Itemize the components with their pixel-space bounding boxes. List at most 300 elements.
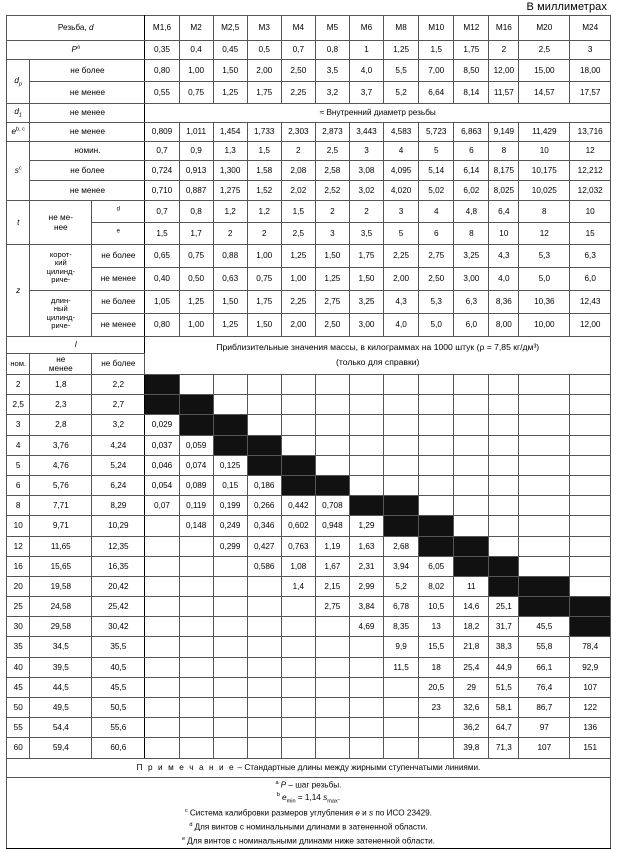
length-min: 59,4	[30, 738, 92, 758]
z-long-min-value: 10,00	[519, 314, 570, 337]
footnote-row	[7, 777, 611, 792]
e-min-value: 5,723	[419, 123, 454, 142]
mass-value	[179, 536, 213, 556]
t-d-value: 8	[519, 201, 570, 223]
mass-value	[349, 475, 383, 495]
mass-value	[570, 496, 611, 516]
mass-value	[315, 375, 349, 395]
mass-value	[179, 657, 213, 677]
t-label-cell: t	[7, 201, 30, 245]
mass-value	[570, 556, 611, 576]
pitch-row	[7, 41, 611, 60]
length-max: 60,6	[92, 738, 145, 758]
pitch-value: 1,5	[419, 41, 454, 60]
shaded-cell	[454, 536, 489, 556]
s-max-value: 2,08	[281, 161, 315, 181]
mass-value	[315, 738, 349, 758]
column-header-M3: M3	[247, 16, 281, 41]
mass-value	[145, 677, 179, 697]
pitch-label-cell: $P^a$	[7, 41, 145, 60]
s-nominal-value: 4	[384, 142, 419, 161]
mass-value	[247, 597, 281, 617]
s-min-value: 8,025	[489, 181, 519, 201]
shaded-cell	[213, 415, 247, 435]
z-long-max-value: 1,05	[145, 291, 179, 314]
pitch-value: 2,5	[519, 41, 570, 60]
dp-max-value: 18,00	[570, 60, 611, 82]
e-min-label: не менее	[30, 123, 145, 142]
mass-value	[349, 395, 383, 415]
t-e-row	[7, 223, 611, 245]
mass-value	[489, 536, 519, 556]
mass-value: 0,299	[213, 536, 247, 556]
t-sub-e-label: e	[92, 223, 145, 245]
mass-value	[454, 415, 489, 435]
length-nominal: 45	[7, 677, 30, 697]
length-max: 10,29	[92, 516, 145, 536]
s-nominal-value: 0,7	[145, 142, 179, 161]
length-min: 2,8	[30, 415, 92, 435]
pitch-value: 1	[349, 41, 383, 60]
mass-value	[179, 738, 213, 758]
pitch-value: 2	[489, 41, 519, 60]
mass-value: 151	[570, 738, 611, 758]
l-max-header: не более	[92, 354, 145, 375]
mass-value	[145, 576, 179, 596]
z-short-max-value: 0,88	[213, 245, 247, 268]
e-min-value: 1,454	[213, 123, 247, 142]
mass-value	[281, 435, 315, 455]
length-min: 19,58	[30, 576, 92, 596]
mass-value: 44,9	[489, 657, 519, 677]
mass-value	[384, 435, 419, 455]
s-min-value: 2,02	[281, 181, 315, 201]
t-d-value: 0,7	[145, 201, 179, 223]
shaded-cell	[519, 576, 570, 596]
table-row	[7, 536, 611, 556]
column-header-M16: M16	[489, 16, 519, 41]
s-min-value: 5,02	[419, 181, 454, 201]
z-short-min-value: 0,50	[179, 268, 213, 291]
length-nominal: 25	[7, 597, 30, 617]
z-short-max-value: 1,00	[247, 245, 281, 268]
length-nominal: 30	[7, 617, 30, 637]
column-header-M4: M4	[281, 16, 315, 41]
t-e-value: 2,5	[281, 223, 315, 245]
z-short-max-value: 0,65	[145, 245, 179, 268]
mass-value: 6,78	[384, 597, 419, 617]
column-header-M2: M2	[179, 16, 213, 41]
s-max-value: 6,14	[454, 161, 489, 181]
dp-min-value: 1,75	[247, 82, 281, 104]
mass-value: 64,7	[489, 718, 519, 738]
mass-value	[519, 375, 570, 395]
mass-value: 0,266	[247, 496, 281, 516]
length-nominal: 2,5	[7, 395, 30, 415]
shaded-cell	[570, 617, 611, 637]
mass-value	[281, 375, 315, 395]
mass-value: 0,15	[213, 475, 247, 495]
mass-section-header	[145, 337, 611, 375]
footnote-text: P – шаг резьбы.	[280, 780, 342, 790]
units-caption: В миллиметрах	[526, 1, 607, 13]
z-short-min-value: 4,0	[489, 268, 519, 291]
t-d-value: 1,2	[247, 201, 281, 223]
mass-value: 1,63	[349, 536, 383, 556]
dp-max-value: 2,50	[281, 60, 315, 82]
shaded-cell	[570, 597, 611, 617]
mass-value: 15,5	[419, 637, 454, 657]
length-max: 55,6	[92, 718, 145, 738]
mass-value	[179, 597, 213, 617]
mass-value	[454, 516, 489, 536]
z-short-min-value: 5,0	[519, 268, 570, 291]
e-min-value: 11,429	[519, 123, 570, 142]
mass-value: 122	[570, 698, 611, 718]
dp-min-value: 8,14	[454, 82, 489, 104]
mass-value	[145, 617, 179, 637]
mass-value	[213, 617, 247, 637]
dp-max-value: 0,80	[145, 60, 179, 82]
mass-value	[247, 415, 281, 435]
footnote-marker: e	[182, 835, 186, 842]
z-long-max-value: 1,25	[179, 291, 213, 314]
t-d-value: 1,5	[281, 201, 315, 223]
t-e-value: 6	[419, 223, 454, 245]
t-e-value: 1,7	[179, 223, 213, 245]
mass-value: 0,199	[213, 496, 247, 516]
z-long-min-value: 1,25	[213, 314, 247, 337]
mass-value	[281, 617, 315, 637]
mass-value	[315, 637, 349, 657]
s-nominal-value: 8	[489, 142, 519, 161]
mass-value: 23	[419, 698, 454, 718]
z-long-max-value: 2,75	[315, 291, 349, 314]
shaded-cell	[179, 415, 213, 435]
mass-value	[349, 455, 383, 475]
footnote-text: $e_{min} = 1,14$ $s_{max}$.	[282, 792, 341, 805]
dp-max-label: не более	[30, 60, 145, 82]
dp-max-value: 3,5	[315, 60, 349, 82]
shaded-cell	[145, 375, 179, 395]
mass-value: 0,442	[281, 496, 315, 516]
length-max: 45,5	[92, 677, 145, 697]
mass-value	[349, 415, 383, 435]
length-max: 40,5	[92, 657, 145, 677]
z-long-min-value: 3,00	[349, 314, 383, 337]
length-max: 3,2	[92, 415, 145, 435]
column-header-M6: M6	[349, 16, 383, 41]
z-short-min-value: 0,75	[247, 268, 281, 291]
footnote-marker: b	[276, 792, 281, 799]
mass-value	[454, 496, 489, 516]
t-d-value: 1,2	[213, 201, 247, 223]
shaded-cell	[315, 475, 349, 495]
length-max: 8,29	[92, 496, 145, 516]
t-d-value: 4	[419, 201, 454, 223]
pitch-value: 1,75	[454, 41, 489, 60]
mass-value	[349, 718, 383, 738]
footnote-text: Система калибровки размеров углубления e и s по ИСО 23429.	[189, 808, 432, 818]
mass-value	[349, 435, 383, 455]
e-min-value: 9,149	[489, 123, 519, 142]
length-max: 30,42	[92, 617, 145, 637]
mass-value	[179, 576, 213, 596]
mass-value: 11	[454, 576, 489, 596]
length-max: 4,24	[92, 435, 145, 455]
length-max: 12,35	[92, 536, 145, 556]
length-nominal: 40	[7, 657, 30, 677]
t-e-value: 3	[315, 223, 349, 245]
mass-value	[454, 395, 489, 415]
mass-value	[145, 637, 179, 657]
mass-value: 25,1	[489, 597, 519, 617]
mass-value	[519, 415, 570, 435]
pitch-value: 0,7	[281, 41, 315, 60]
mass-value	[570, 516, 611, 536]
table-note	[7, 758, 611, 777]
s-max-value: 8,175	[489, 161, 519, 181]
mass-value	[384, 677, 419, 697]
mass-value: 136	[570, 718, 611, 738]
dp-max-value: 1,50	[213, 60, 247, 82]
length-min: 24,58	[30, 597, 92, 617]
column-header-M5: M5	[315, 16, 349, 41]
z-long-min-value: 5,0	[419, 314, 454, 337]
z-short-max-value: 6,3	[570, 245, 611, 268]
mass-value	[384, 698, 419, 718]
footnote-row	[7, 792, 611, 806]
z-short-min-value: 0,63	[213, 268, 247, 291]
mass-value	[519, 395, 570, 415]
s-min-value: 3,02	[349, 181, 383, 201]
s-nominal-value: 0,9	[179, 142, 213, 161]
mass-value	[247, 738, 281, 758]
shaded-cell	[489, 576, 519, 596]
z-short-min-value: 1,50	[349, 268, 383, 291]
mass-value	[349, 657, 383, 677]
mass-value	[145, 516, 179, 536]
z-short-max-value: 4,3	[489, 245, 519, 268]
mass-value	[247, 576, 281, 596]
mass-value: 32,6	[454, 698, 489, 718]
z-long-label: длин- ный цилинд- риче-	[30, 291, 92, 337]
mass-value	[570, 395, 611, 415]
mass-value: 10,5	[419, 597, 454, 617]
mass-value: 0,249	[213, 516, 247, 536]
mass-value	[213, 395, 247, 415]
t-e-value: 5	[384, 223, 419, 245]
mass-value	[419, 455, 454, 475]
mass-value: 0,054	[145, 475, 179, 495]
mass-value	[349, 698, 383, 718]
z-short-max-label: не более	[92, 245, 145, 268]
mass-value: 0,089	[179, 475, 213, 495]
e-min-value: 1,011	[179, 123, 213, 142]
length-nominal: 12	[7, 536, 30, 556]
mass-value: 0,119	[179, 496, 213, 516]
mass-value	[519, 475, 570, 495]
dp-min-value: 3,7	[349, 82, 383, 104]
s-nominal-value: 5	[419, 142, 454, 161]
mass-value	[519, 455, 570, 475]
mass-subtitle: (только для справки)	[336, 357, 420, 367]
pitch-value: 0,35	[145, 41, 179, 60]
length-min: 2,3	[30, 395, 92, 415]
s-min-value: 10,025	[519, 181, 570, 201]
dp-max-value: 4,0	[349, 60, 383, 82]
e-min-value: 0,809	[145, 123, 179, 142]
pitch-value: 0,4	[179, 41, 213, 60]
e-row	[7, 123, 611, 142]
mass-value	[247, 657, 281, 677]
t-e-value: 10	[489, 223, 519, 245]
mass-value	[179, 698, 213, 718]
mass-value	[179, 637, 213, 657]
z-short-min-value: 6,0	[570, 268, 611, 291]
length-min: 15,65	[30, 556, 92, 576]
length-nominal: 60	[7, 738, 30, 758]
mass-value: 0,708	[315, 496, 349, 516]
length-nominal: 35	[7, 637, 30, 657]
z-long-max-value: 1,50	[213, 291, 247, 314]
dp-min-value: 17,57	[570, 82, 611, 104]
length-min: 7,71	[30, 496, 92, 516]
z-long-max-value: 1,75	[247, 291, 281, 314]
l-nominal-header: ном.	[7, 354, 30, 375]
mass-value: 0,029	[145, 415, 179, 435]
z-short-min-value: 0,40	[145, 268, 179, 291]
table-row	[7, 637, 611, 657]
mass-value	[570, 536, 611, 556]
mass-value	[247, 698, 281, 718]
l-header-row	[7, 337, 611, 354]
mass-value: 45,5	[519, 617, 570, 637]
mass-value: 8,35	[384, 617, 419, 637]
footnote-text: Для винтов с номинальными длинами в затененной области.	[194, 822, 428, 832]
mass-value	[454, 435, 489, 455]
z-long-min-value: 8,00	[489, 314, 519, 337]
t-d-value: 10	[570, 201, 611, 223]
s-max-value: 2,58	[315, 161, 349, 181]
mass-value	[489, 475, 519, 495]
dp-max-value: 5,5	[384, 60, 419, 82]
mass-value	[384, 738, 419, 758]
table-row	[7, 617, 611, 637]
mass-value	[247, 395, 281, 415]
e-min-value: 1,733	[247, 123, 281, 142]
length-nominal: 5	[7, 455, 30, 475]
mass-value	[315, 617, 349, 637]
mass-value	[384, 415, 419, 435]
footnote-marker: d	[189, 821, 193, 828]
table-row	[7, 576, 611, 596]
dp-max-row	[7, 60, 611, 82]
z-short-max-value: 1,50	[315, 245, 349, 268]
mass-value: 2,75	[315, 597, 349, 617]
note-text: – Стандартные длины между жирными ступенчатыми линиями.	[237, 762, 481, 772]
shaded-cell	[419, 536, 454, 556]
length-min: 44,5	[30, 677, 92, 697]
shaded-cell	[489, 556, 519, 576]
mass-value	[570, 415, 611, 435]
pitch-value: 0,45	[213, 41, 247, 60]
table-row	[7, 657, 611, 677]
mass-value	[179, 556, 213, 576]
length-min: 3,76	[30, 435, 92, 455]
dp-min-value: 0,75	[179, 82, 213, 104]
mass-value	[213, 718, 247, 738]
shaded-cell	[519, 597, 570, 617]
mass-value	[419, 375, 454, 395]
z-short-min-value: 1,00	[281, 268, 315, 291]
mass-value: 2,68	[384, 536, 419, 556]
dp-min-value: 5,2	[384, 82, 419, 104]
s-nominal-value: 1,5	[247, 142, 281, 161]
footnote-row	[7, 806, 611, 820]
z-long-max-value: 10,36	[519, 291, 570, 314]
z-short-min-value: 2,00	[384, 268, 419, 291]
t-d-value: 4,8	[454, 201, 489, 223]
dp-min-value: 14,57	[519, 82, 570, 104]
table-row	[7, 677, 611, 697]
mass-value	[315, 718, 349, 738]
mass-value: 0,059	[179, 435, 213, 455]
mass-value: 0,037	[145, 435, 179, 455]
dp-max-value: 1,00	[179, 60, 213, 82]
e-label-cell: $e^{b, c}$	[7, 123, 30, 142]
mass-value	[419, 718, 454, 738]
mass-value	[315, 455, 349, 475]
mass-value: 14,6	[454, 597, 489, 617]
column-header-M16: M1,6	[145, 16, 179, 41]
footnote-b	[7, 792, 611, 806]
t-e-value: 15	[570, 223, 611, 245]
mass-value: 3,94	[384, 556, 419, 576]
mass-value	[247, 637, 281, 657]
pitch-value: 3	[570, 41, 611, 60]
mass-value: 1,29	[349, 516, 383, 536]
s-label-cell: $s^c$	[7, 142, 30, 201]
s-nominal-value: 3	[349, 142, 383, 161]
s-nom-row	[7, 142, 611, 161]
mass-value	[419, 395, 454, 415]
mass-value: 29	[454, 677, 489, 697]
mass-value	[349, 677, 383, 697]
s-max-value: 12,212	[570, 161, 611, 181]
z-short-max-value: 1,25	[281, 245, 315, 268]
mass-value: 0,186	[247, 475, 281, 495]
mass-value	[315, 395, 349, 415]
mass-value	[145, 718, 179, 738]
s-min-value: 6,02	[454, 181, 489, 201]
e-min-value: 13,716	[570, 123, 611, 142]
mass-value: 0,763	[281, 536, 315, 556]
mass-value	[570, 455, 611, 475]
z-short-max-value: 2,25	[384, 245, 419, 268]
thread-label-cell: Резьба, d	[7, 16, 145, 41]
shaded-cell	[349, 496, 383, 516]
s-max-value: 1,58	[247, 161, 281, 181]
mass-value	[349, 375, 383, 395]
t-d-value: 2	[315, 201, 349, 223]
mass-value: 3,84	[349, 597, 383, 617]
mass-value	[519, 556, 570, 576]
mass-value	[145, 738, 179, 758]
mass-value: 1,19	[315, 536, 349, 556]
footnote-row	[7, 834, 611, 849]
mass-value: 58,1	[489, 698, 519, 718]
